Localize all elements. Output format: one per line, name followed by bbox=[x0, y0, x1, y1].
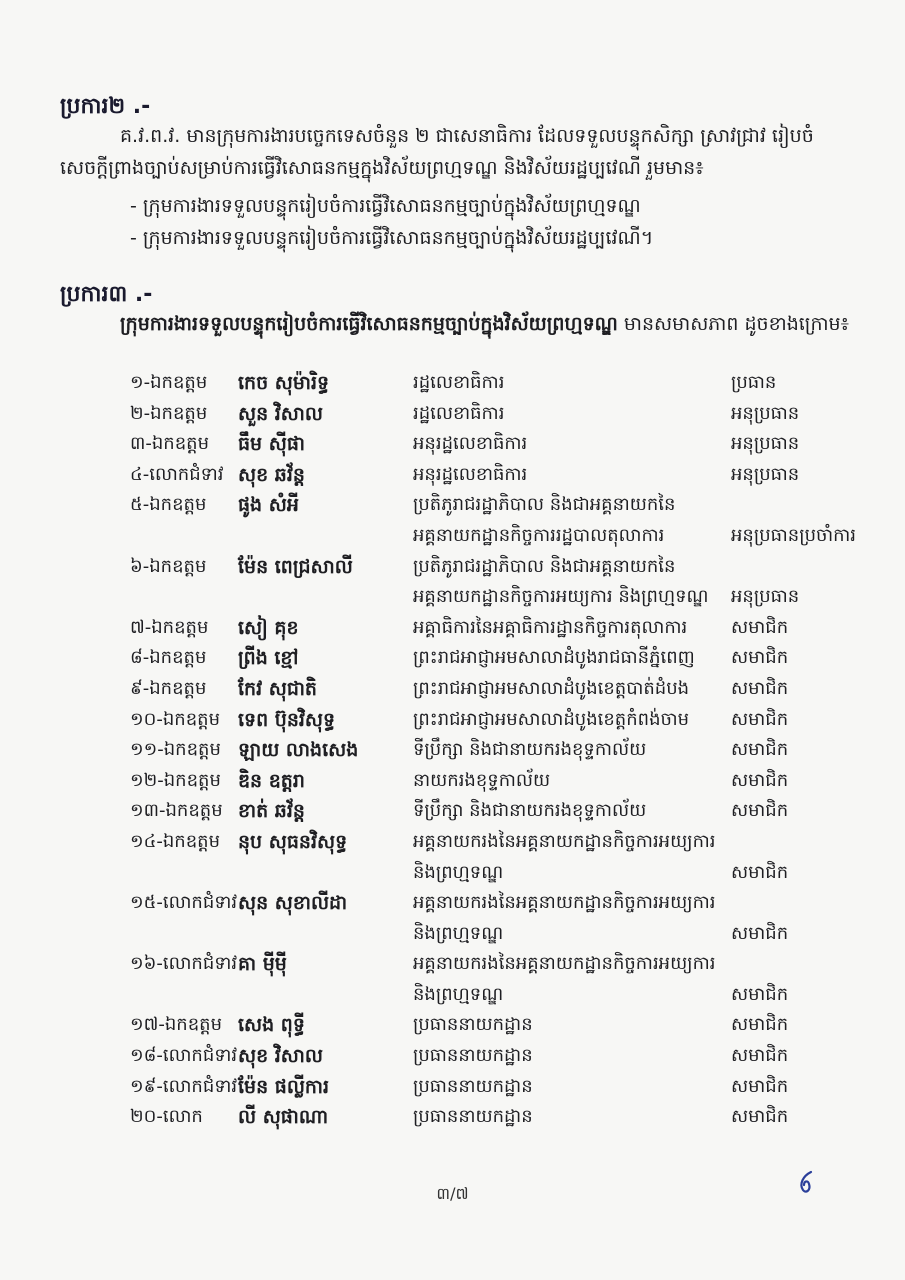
member-role: អនុប្រធាន bbox=[731, 586, 800, 608]
member-position bbox=[413, 1041, 731, 1072]
member-position-line: ព្រះរាជអាជ្ញាអមសាលាដំបូងខេត្តបាត់ដំបង bbox=[413, 677, 690, 699]
member-role: ប្រធាន bbox=[731, 372, 777, 393]
member-role: អនុប្រធាន bbox=[731, 402, 800, 424]
member-position bbox=[413, 1102, 731, 1133]
member-position-line: ប្រធាននាយកដ្ឋាន bbox=[413, 1045, 533, 1067]
member-role: សមាជិក bbox=[731, 1014, 789, 1036]
member-position-line: និងព្រហ្មទណ្ឌ bbox=[413, 922, 504, 944]
member-row bbox=[130, 1010, 881, 1041]
member-name: កែវ សុជាតិ bbox=[238, 677, 317, 700]
member-name: ធឹម ស៊ីផា bbox=[238, 433, 305, 456]
member-position-line: និងព្រហ្មទណ្ឌ bbox=[413, 983, 504, 1005]
member-number: ៤-លោកជំទាវ bbox=[130, 463, 224, 485]
member-position bbox=[413, 796, 731, 827]
member-row bbox=[130, 1072, 881, 1103]
member-number: ៨-ឯកឧត្តម bbox=[130, 647, 207, 669]
member-name: លី សុផាណា bbox=[238, 1106, 329, 1129]
member-position-line: អគ្គនាយកដ្ឋានកិច្ចការអយ្យការ និងព្រហ្មទណ្ឌ bbox=[413, 586, 709, 608]
member-position-line: រដ្ឋលេខាធិការ bbox=[413, 372, 505, 393]
member-position bbox=[413, 552, 731, 613]
member-number: ១៥-លោកជំទាវ bbox=[130, 892, 238, 914]
member-number: ២០-លោក bbox=[130, 1106, 203, 1128]
member-position-line: អគ្គនាយករងនៃអគ្គនាយកដ្ឋានកិច្ចការអយ្យការ bbox=[413, 830, 716, 852]
article-2-bullet-1: - ក្រុមការងារទទួលបន្ទុករៀបចំការធ្វើវិសោធនកម្មច្បាប់ក្នុងវិស័យព្រហ្មទណ្ឌ bbox=[130, 195, 641, 217]
member-row bbox=[130, 735, 881, 766]
page-number: ៣/៧ bbox=[436, 1184, 469, 1203]
member-position-line: នាយករងខុទ្ទកាល័យ bbox=[413, 769, 551, 791]
member-position-line: ព្រះរាជអាជ្ញាអមសាលាដំបូងខេត្តកំពង់ចាម bbox=[413, 708, 690, 730]
member-position bbox=[413, 490, 731, 551]
members-table-body bbox=[130, 368, 881, 1133]
article-2-paragraph: គ.វ.ព.វ. មានក្រុមការងារបច្ចេកទេសចំនួន ២ ជាសេនាធិការ ដែលទទួលបន្ទុកសិក្សា ស្រាវជ្រាវ រៀបចំសេចក្ដីព្រាងច្បាប់សម្រាប់ការធ្វើវិសោធនកម្មក្នុងវិស័យព្រហ្មទណ្ឌ និងវិស័យរដ្ឋប្បវេណី រួមមាន៖ bbox=[60, 125, 814, 179]
member-position-line: ប្រធាននាយកដ្ឋាន bbox=[413, 1014, 533, 1036]
member-row bbox=[130, 766, 881, 797]
member-row bbox=[130, 1041, 881, 1072]
member-role: សមាជិក bbox=[731, 769, 789, 791]
member-name: សុខ ឆវ័ន្ត bbox=[238, 463, 305, 486]
member-name: សួន វិសាល bbox=[238, 402, 324, 425]
member-position bbox=[413, 368, 731, 399]
member-position bbox=[413, 460, 731, 491]
member-role: សមាជិក bbox=[731, 647, 789, 669]
member-role: សមាជិក bbox=[731, 677, 789, 699]
member-number: ១៩-លោកជំទាវ bbox=[130, 1075, 238, 1097]
member-position-line: ព្រះរាជអាជ្ញាអមសាលាដំបូងរាជធានីភ្នំពេញ bbox=[413, 647, 695, 669]
member-role: សមាជិក bbox=[731, 800, 789, 822]
member-position-line: ទីប្រឹក្សា និងជានាយករងខុទ្ទកាល័យ bbox=[413, 739, 647, 761]
member-row bbox=[130, 705, 881, 736]
member-name: ខាត់ ឆវ័ន្ត bbox=[238, 800, 305, 823]
member-position-line: ទីប្រឹក្សា និងជានាយករងខុទ្ទកាល័យ bbox=[413, 800, 647, 822]
member-row bbox=[130, 796, 881, 827]
member-number: ១៤-ឯកឧត្តម bbox=[130, 830, 220, 852]
member-name: ព្រីង ខ្មៅ bbox=[238, 647, 299, 670]
member-name: ទេព ប៊ុនវិសុទ្ធ bbox=[238, 708, 336, 731]
member-name: ម៉ែន ផល្លីការ bbox=[238, 1075, 330, 1098]
member-role: សមាជិក bbox=[731, 983, 789, 1005]
member-position-line: អគ្គាធិការនៃអគ្គាធិការដ្ឋានកិច្ចការតុលាការ bbox=[413, 616, 688, 638]
member-position-line: អនុរដ្ឋលេខាធិការ bbox=[413, 463, 528, 485]
member-number: ១៧-ឯកឧត្តម bbox=[130, 1014, 223, 1036]
member-number: ២-ឯកឧត្តម bbox=[130, 402, 208, 424]
member-position bbox=[413, 429, 731, 460]
member-role: សមាជិក bbox=[731, 922, 789, 944]
member-position bbox=[413, 643, 731, 674]
article-3-lead bbox=[60, 308, 860, 340]
member-role: អនុប្រធាន bbox=[731, 463, 800, 485]
member-number: ១៣-ឯកឧត្តម bbox=[130, 800, 223, 822]
member-role: អនុប្រធានប្រចាំការ bbox=[731, 524, 856, 546]
member-position-line: អគ្គនាយកដ្ឋានកិច្ចការរដ្ឋបាលតុលាការ bbox=[413, 524, 665, 546]
member-name: ឌិន ឧត្តរា bbox=[238, 769, 305, 792]
member-position bbox=[413, 949, 731, 1010]
member-row bbox=[130, 613, 881, 644]
member-position-line: ប្រតិភូរាជរដ្ឋាភិបាល និងជាអគ្គនាយកនៃ bbox=[413, 555, 676, 577]
member-position-line: អគ្គនាយករងនៃអគ្គនាយកដ្ឋានកិច្ចការអយ្យការ bbox=[413, 892, 716, 914]
member-position bbox=[413, 705, 731, 736]
member-role: សមាជិក bbox=[731, 739, 789, 761]
article-3-title: ប្រការ៣ .- bbox=[60, 282, 153, 307]
member-row bbox=[130, 399, 881, 430]
member-number: ៩-ឯកឧត្តម bbox=[130, 677, 207, 699]
member-position-line: ប្រតិភូរាជរដ្ឋាភិបាល និងជាអគ្គនាយកនៃ bbox=[413, 494, 676, 516]
member-name: ម៉ែន ពេជ្រសាលី bbox=[238, 555, 353, 578]
member-row bbox=[130, 643, 881, 674]
member-row bbox=[130, 368, 881, 399]
member-role: សមាជិក bbox=[731, 1106, 789, 1128]
member-number: ៥-ឯកឧត្តម bbox=[130, 494, 207, 516]
member-row bbox=[130, 827, 881, 888]
member-role: សមាជិក bbox=[731, 1075, 789, 1097]
member-row bbox=[130, 1102, 881, 1133]
member-name: នុប សុធនវិសុទ្ធ bbox=[238, 830, 348, 853]
member-number: ១០-ឯកឧត្តម bbox=[130, 708, 220, 730]
member-row bbox=[130, 429, 881, 460]
member-position bbox=[413, 766, 731, 797]
article-2-title: ប្រការ២ .- bbox=[60, 94, 151, 119]
handwritten-initial-icon bbox=[795, 1168, 817, 1198]
member-position-line: រដ្ឋលេខាធិការ bbox=[413, 402, 505, 424]
member-row bbox=[130, 949, 881, 1010]
member-name: សេង ពុទ្ធី bbox=[238, 1014, 305, 1037]
member-position-line: ប្រធាននាយកដ្ឋាន bbox=[413, 1075, 533, 1097]
member-position bbox=[413, 674, 731, 705]
member-position bbox=[413, 735, 731, 766]
member-row bbox=[130, 888, 881, 949]
member-position bbox=[413, 888, 731, 949]
member-name: ឡាយ លាងសេង bbox=[238, 739, 359, 762]
member-name: សៀ គុខ bbox=[238, 616, 299, 639]
member-position-line: ប្រធាននាយកដ្ឋាន bbox=[413, 1106, 533, 1128]
member-name: សុខ វិសាល bbox=[238, 1045, 324, 1068]
member-row bbox=[130, 552, 881, 613]
member-position bbox=[413, 613, 731, 644]
member-role: សមាជិក bbox=[731, 616, 789, 638]
article-3-lead-bold: ក្រុមការងារទទួលបន្ទុករៀបចំការធ្វើវិសោធនកម្មច្បាប់ក្នុងវិស័យព្រហ្មទណ្ឌ bbox=[120, 313, 618, 335]
member-position bbox=[413, 1010, 731, 1041]
member-position bbox=[413, 1072, 731, 1103]
member-position-line: អនុរដ្ឋលេខាធិការ bbox=[413, 433, 528, 455]
member-row bbox=[130, 674, 881, 705]
member-number: ៣-ឯកឧត្តម bbox=[130, 433, 210, 455]
member-name: ផូង សំអី bbox=[238, 494, 299, 517]
member-number: ១៦-លោកជំទាវ bbox=[130, 953, 238, 975]
member-number: ៦-ឯកឧត្តម bbox=[130, 555, 207, 577]
member-number: ៧-ឯកឧត្តម bbox=[130, 616, 209, 638]
member-name: កេច សុម៉ារិទ្ធ bbox=[238, 372, 330, 394]
member-role: សមាជិក bbox=[731, 861, 789, 883]
member-position bbox=[413, 827, 731, 888]
member-name: សុន សុខាលីដា bbox=[238, 892, 348, 915]
member-number: ១៨-លោកជំទាវ bbox=[130, 1045, 238, 1067]
member-number: ១១-ឯកឧត្តម bbox=[130, 739, 221, 761]
member-position-line: អគ្គនាយករងនៃអគ្គនាយកដ្ឋានកិច្ចការអយ្យការ bbox=[413, 953, 716, 975]
member-number: ១-ឯកឧត្តម bbox=[130, 372, 208, 393]
members-table bbox=[130, 368, 881, 1133]
member-role: សមាជិក bbox=[731, 708, 789, 730]
article-3-lead-rest: មានសមាសភាព ដូចខាងក្រោម៖ bbox=[617, 313, 849, 335]
member-position-line: និងព្រហ្មទណ្ឌ bbox=[413, 861, 504, 883]
member-number: ១២-ឯកឧត្តម bbox=[130, 769, 221, 791]
member-role: អនុប្រធាន bbox=[731, 433, 800, 455]
member-row bbox=[130, 460, 881, 491]
member-name: គា ម៉ីម៉ី bbox=[238, 953, 287, 976]
member-position bbox=[413, 399, 731, 430]
member-role: សមាជិក bbox=[731, 1045, 789, 1067]
article-2-bullet-2: - ក្រុមការងារទទួលបន្ទុករៀបចំការធ្វើវិសោធនកម្មច្បាប់ក្នុងវិស័យរដ្ឋប្បវេណី។ bbox=[130, 227, 654, 249]
member-row bbox=[130, 490, 881, 551]
